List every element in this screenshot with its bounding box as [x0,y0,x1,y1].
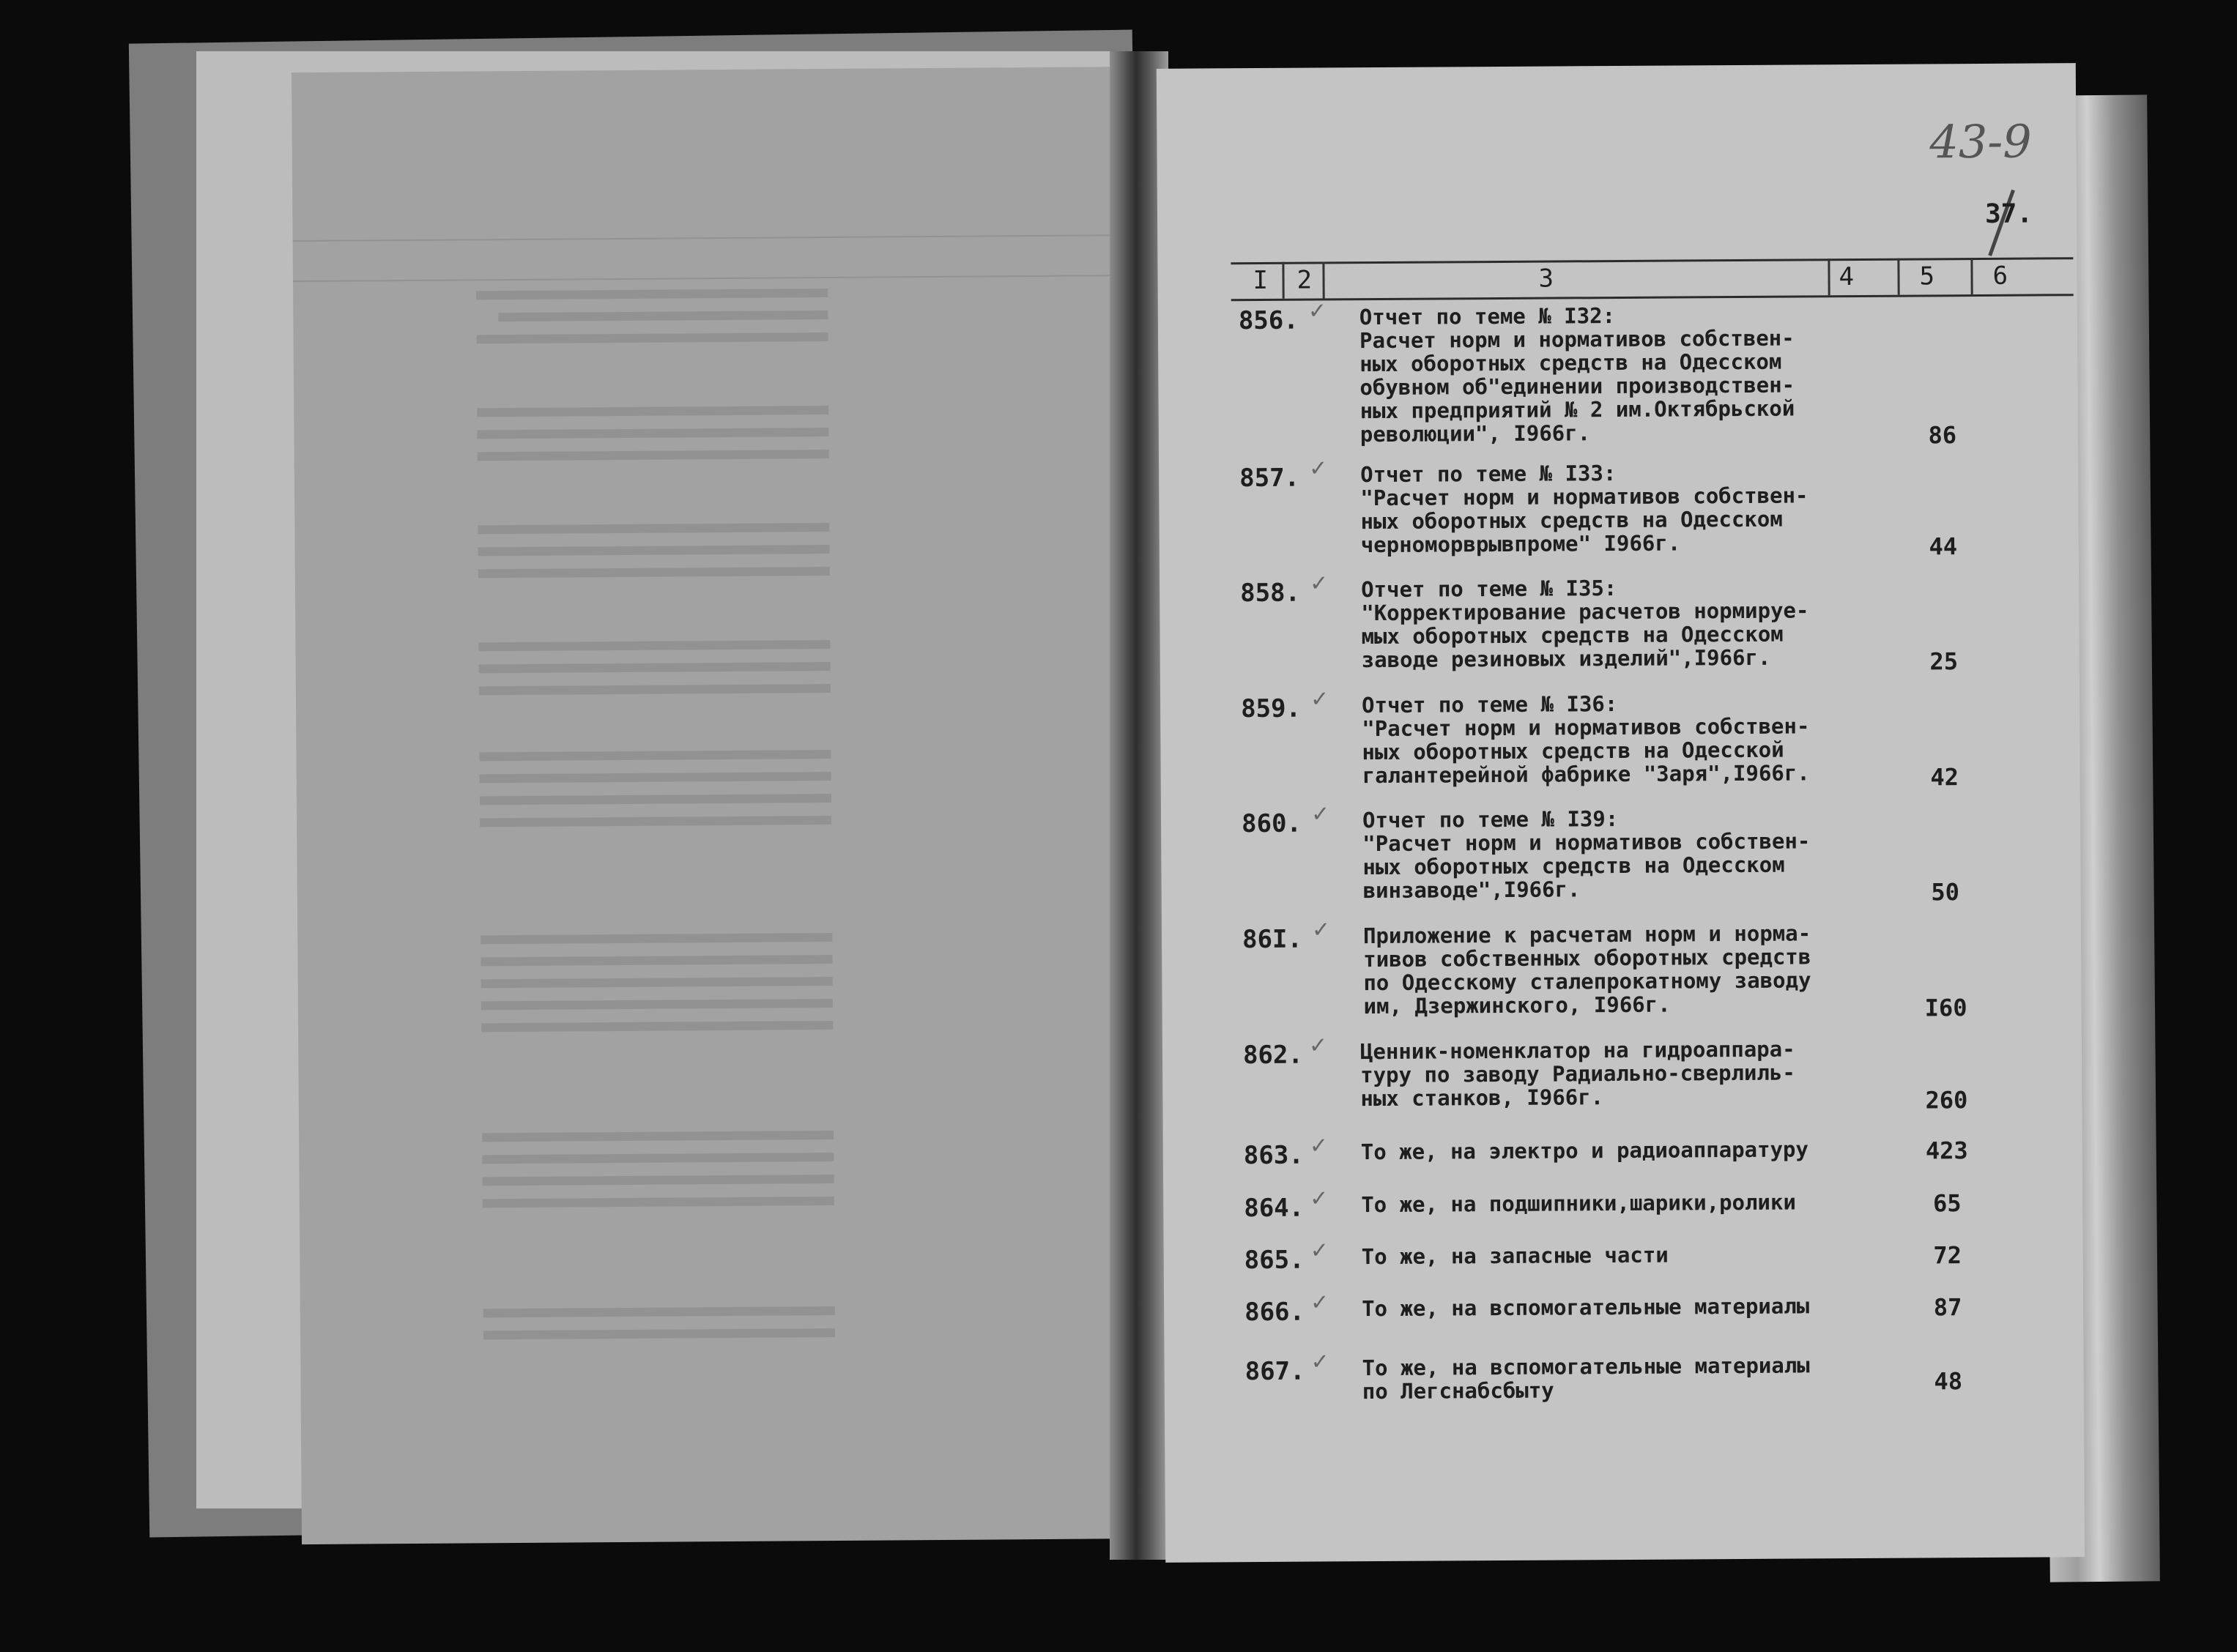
check-mark-icon: ✓ [1309,1133,1329,1159]
row-page-count: 260 [1925,1086,1968,1115]
row-page-count: 48 [1934,1367,1963,1396]
check-mark-icon: ✓ [1310,1186,1329,1212]
row-page-count: 423 [1925,1136,1968,1165]
col-header-5: 5 [1919,261,1935,291]
row-description: Приложение к расчетам норм и норма- тивов собственных оборотных средств по Одесскому сталепрокатному заводу им, Дзержинского, I966г. [1362,920,1811,1019]
row-page-count: 50 [1931,878,1960,907]
table-header-top-rule [1231,257,2073,264]
row-page-count: 42 [1930,763,1959,792]
row-description: Отчет по теме № I36: "Расчет норм и нормативов собствен- ных оборотных средств на Одесской галантерейной фабрике "Заря",I966г. [1361,691,1810,789]
row-page-count: I60 [1924,994,1967,1022]
row-number: 862. [1242,1040,1304,1071]
row-number: 864. [1244,1193,1305,1224]
col-separator [1282,262,1284,299]
col-separator [1828,258,1830,295]
row-description: Отчет по теме № I33: "Расчет норм и нормативов собствен- ных оборотных средств на Одесском черноморврывпроме" I966г. [1360,461,1808,558]
row-page-count: 72 [1933,1241,1962,1270]
row-page-count: 65 [1932,1189,1962,1218]
row-number: 857. [1239,463,1300,494]
row-description: То же, на подшипники,шарики,ролики [1361,1189,1796,1218]
col-header-2: 2 [1296,265,1313,295]
check-mark-icon: ✓ [1310,801,1330,827]
check-mark-icon: ✓ [1311,917,1331,943]
col-header-6: 6 [1992,261,2008,291]
row-number: 859. [1241,693,1302,724]
row-number: 863. [1243,1140,1304,1171]
col-header-3: 3 [1538,264,1554,294]
bleed-through-text [292,67,1162,1544]
handwritten-folio: 43-9 [1929,114,2032,169]
check-mark-icon: ✓ [1310,1238,1329,1264]
row-description: То же, на вспомогательные материалы по Легснабсбыту [1362,1353,1810,1404]
check-mark-icon: ✓ [1310,686,1329,712]
col-header-1: I [1253,265,1269,296]
row-page-count: 44 [1929,532,1958,561]
row-number: 860. [1241,808,1302,839]
col-separator [1322,261,1324,298]
row-description: То же, на электро и радиоаппаратуру [1360,1136,1809,1165]
row-number: 866. [1244,1297,1305,1328]
check-mark-icon: ✓ [1309,570,1329,597]
row-description: Ценник-номенклатор на гидроаппара- туру по заводу Радиально-сверлиль- ных станков, I966г. [1359,1036,1795,1112]
row-description: Отчет по теме № I35: "Корректирование расчетов нормируе- мых оборотных средств на Одесском заводе резиновых изделий",I966г. [1361,576,1809,673]
left-page-faded [292,67,1162,1544]
col-separator [1897,258,1899,295]
row-number: 858. [1240,578,1301,609]
row-page-count: 25 [1929,647,1959,676]
row-page-count: 86 [1928,421,1957,450]
check-mark-icon: ✓ [1307,298,1327,324]
row-description: Отчет по теме № I39: "Расчет норм и нормативов собствен- ных оборотных средств на Одесском винзаводе",I966г. [1362,806,1811,904]
row-number: 865. [1244,1245,1305,1276]
check-mark-icon: ✓ [1310,1349,1329,1375]
row-number: 867. [1244,1356,1305,1387]
right-page [1157,63,2085,1563]
check-mark-icon: ✓ [1308,1032,1328,1059]
row-page-count: 87 [1933,1293,1962,1322]
row-number: 86I. [1242,924,1303,955]
row-number: 856. [1238,305,1299,336]
check-mark-icon: ✓ [1309,455,1328,482]
page-number: 37. [1984,198,2033,229]
table-header-bottom-rule [1231,294,2074,301]
col-separator [1970,258,1973,294]
check-mark-icon: ✓ [1310,1290,1329,1316]
row-description: Отчет по теме № I32: Расчет норм и нормативов собствен- ных оборотных средств на Одесском обувном об"единении производствен- ных предприятий № 2 им.Октябрьской революции", I966г. [1359,303,1795,447]
row-description: То же, на запасные части [1361,1242,1669,1270]
row-description: То же, на вспомогательные материалы [1362,1293,1810,1322]
col-header-4: 4 [1839,262,1855,292]
